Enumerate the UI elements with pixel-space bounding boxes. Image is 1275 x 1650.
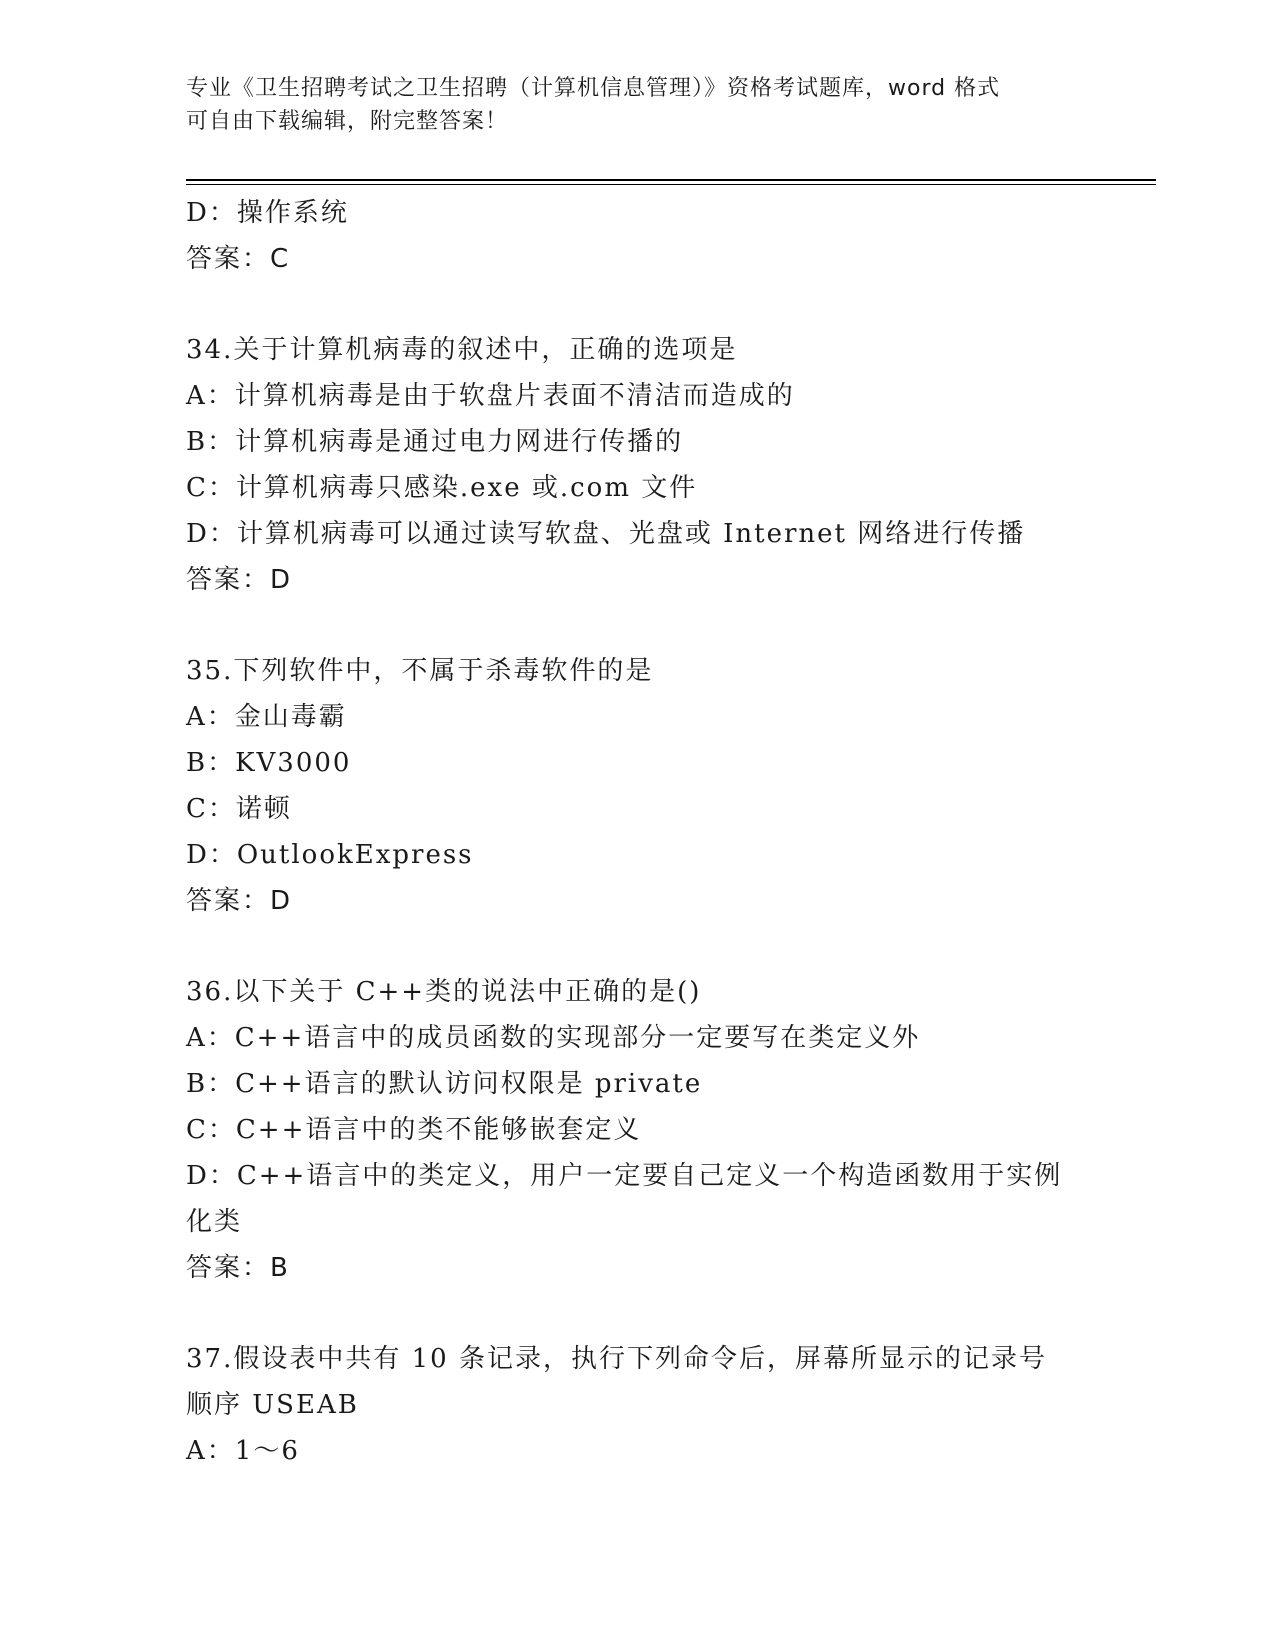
question-content xyxy=(186,190,1086,1474)
prev-question-answer: 答案：C xyxy=(186,244,291,274)
question-34-option-c: C：计算机病毒只感染.exe 或.com 文件 xyxy=(186,473,698,503)
header-line-1: 专业《卫生招聘考试之卫生招聘（计算机信息管理）》资格考试题库，word 格式 xyxy=(186,76,1001,101)
question-35-option-d: D：OutlookExpress xyxy=(186,840,474,870)
question-35-answer: 答案：D xyxy=(186,886,293,916)
question-34: 34.关于计算机病毒的叙述中，正确的选项是 xyxy=(186,335,738,365)
header-line-2: 可自由下载编辑，附完整答案！ xyxy=(186,109,509,134)
question-35: 35.下列软件中，不属于杀毒软件的是 xyxy=(186,656,654,686)
question-36: 36.以下关于 C++类的说法中正确的是() xyxy=(186,977,702,1007)
question-37: 37.假设表中共有 10 条记录，执行下列命令后，屏幕所显示的记录号 xyxy=(186,1344,1047,1374)
question-35-option-a: A：金山毒霸 xyxy=(186,702,347,732)
question-36-option-b: B：C++语言的默认访问权限是 private xyxy=(186,1069,703,1099)
question-34-answer: 答案：D xyxy=(186,565,293,595)
header-divider-thick xyxy=(186,179,1156,181)
question-35-option-b: B：KV3000 xyxy=(186,748,352,778)
question-34-option-d: D：计算机病毒可以通过读写软盘、光盘或 Internet 网络进行传播 xyxy=(186,519,1026,549)
spacer xyxy=(186,603,1086,648)
header-divider-thin xyxy=(186,184,1156,185)
question-34-option-a: A：计算机病毒是由于软盘片表面不清洁而造成的 xyxy=(186,381,795,411)
question-37-continued: 顺序 USEAB xyxy=(186,1390,359,1420)
question-36-option-a: A：C++语言中的成员函数的实现部分一定要写在类定义外 xyxy=(186,1023,921,1053)
question-36-option-d-continued: 化类 xyxy=(186,1207,243,1237)
question-36-answer: 答案：B xyxy=(186,1253,290,1283)
question-34-option-b: B：计算机病毒是通过电力网进行传播的 xyxy=(186,427,684,457)
question-35-option-c: C：诺顿 xyxy=(186,794,292,824)
spacer xyxy=(186,1291,1086,1336)
spacer xyxy=(186,282,1086,327)
prev-question-option-d: D：操作系统 xyxy=(186,198,349,228)
question-36-option-c: C：C++语言中的类不能够嵌套定义 xyxy=(186,1115,642,1145)
question-36-option-d: D：C++语言中的类定义，用户一定要自己定义一个构造函数用于实例 xyxy=(186,1161,1063,1191)
question-37-option-a: A：1～6 xyxy=(186,1436,300,1466)
document-header xyxy=(186,72,1086,138)
spacer xyxy=(186,924,1086,969)
